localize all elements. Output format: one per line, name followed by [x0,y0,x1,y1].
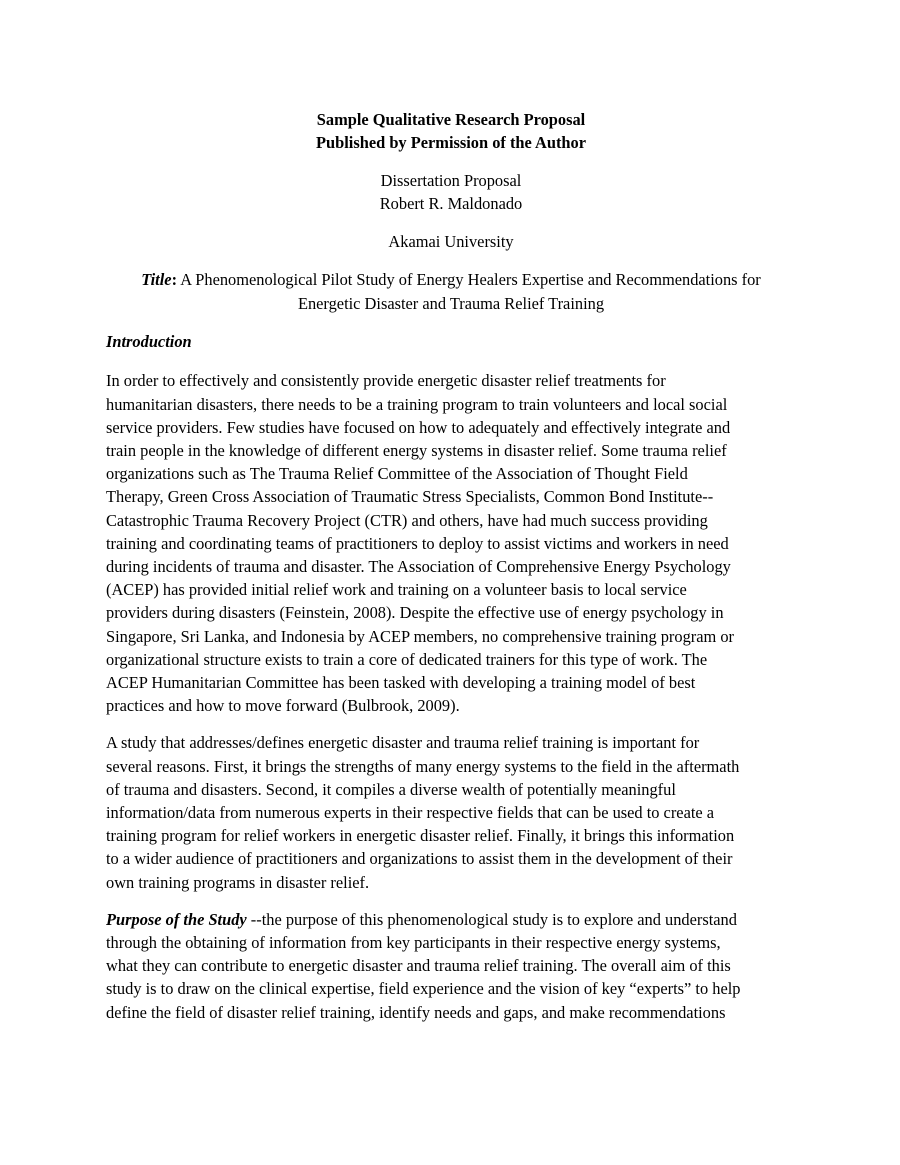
paragraph-line: Catastrophic Trauma Recovery Project (CTR) and others, have had much success providing [106,510,708,530]
paragraph-line: ACEP Humanitarian Committee has been tasked with developing a training model of best [106,673,696,693]
paragraph-line: organizational structure exists to train a core of dedicated trainers for this type of work. The [106,649,708,669]
paragraph-line: Therapy, Green Cross Association of Traumatic Stress Specialists, Common Bond Institute-- [106,487,714,507]
paragraph-line: practices and how to move forward (Bulbrook, 2009). [106,696,460,716]
study-title-text-line2: Energetic Disaster and Trauma Relief Training [297,294,605,314]
paragraph-line: training and coordinating teams of practitioners to deploy to assist victims and workers in need [106,533,729,553]
study-title-label: Title [141,270,172,290]
title-line: Sample Qualitative Research Proposal [316,110,586,129]
page-content [106,108,796,1024]
paragraph-line: training program for relief workers in energetic disaster relief. Finally, it brings this information [106,826,735,846]
introduction-heading: Introduction [106,332,192,352]
paragraph-line: information/data from numerous experts in their respective fields that can be used to create a [106,803,715,823]
paragraph-line: organizations such as The Trauma Relief Committee of the Association of Thought Field [106,464,688,484]
subtitle-line: Published by Permission of the Author [315,133,587,152]
purpose-heading: Purpose of the Study [106,909,247,929]
purpose-paragraph [106,908,796,1024]
paragraph-line: (ACEP) has provided initial relief work and training on a volunteer basis to local service [106,580,687,600]
study-title-colon: : [171,270,178,290]
introduction-paragraph-1 [106,369,796,717]
paragraph-line: humanitarian disasters, there needs to be a training program to train volunteers and local social [106,394,728,414]
document-title [106,108,796,154]
paragraph-line: to a wider audience of practitioners and organizations to assist them in the development of their [106,849,733,869]
purpose-first-line [106,908,796,931]
study-title [106,268,796,316]
paragraph-line: what they can contribute to energetic disaster and trauma relief training. The overall aim of this [106,956,731,976]
study-title-text-line1: A Phenomenological Pilot Study of Energy Healers Expertise and Recommendations for [177,270,761,290]
proposal-meta [106,169,796,215]
paragraph-line: own training programs in disaster relief. [106,872,370,892]
university-name: Akamai University [388,232,514,251]
paragraph-line: through the obtaining of information from key participants in their respective energy systems, [106,933,721,953]
introduction-paragraph-2 [106,731,796,893]
paragraph-line: several reasons. First, it brings the strengths of many energy systems to the field in the aftermath [106,756,740,776]
purpose-first-line-text: --the purpose of this phenomenological study is to explore and understand [246,909,737,929]
paragraph-line: study is to draw on the clinical expertise, field experience and the vision of key “experts” to help [106,979,741,999]
paragraph-line: define the field of disaster relief training, identify needs and gaps, and make recommendations [106,1002,726,1022]
paragraph-line: service providers. Few studies have focused on how to adequately and effectively integrate and [106,417,731,437]
paragraph-line: A study that addresses/defines energetic disaster and trauma relief training is important for [106,733,700,753]
paragraph-line: during incidents of trauma and disaster. The Association of Comprehensive Energy Psychology [106,557,731,577]
paragraph-line: In order to effectively and consistently provide energetic disaster relief treatments for [106,371,666,391]
author-name: Robert R. Maldonado [379,194,523,213]
paragraph-line: Singapore, Sri Lanka, and Indonesia by ACEP members, no comprehensive training program or [106,626,735,646]
paragraph-line: of trauma and disasters. Second, it compiles a diverse wealth of potentially meaningful [106,779,676,799]
document-type: Dissertation Proposal [380,171,522,190]
paragraph-line: providers during disasters (Feinstein, 2008). Despite the effective use of energy psychology in [106,603,724,623]
paragraph-line: train people in the knowledge of different energy systems in disaster relief. Some trauma relief [106,441,727,461]
